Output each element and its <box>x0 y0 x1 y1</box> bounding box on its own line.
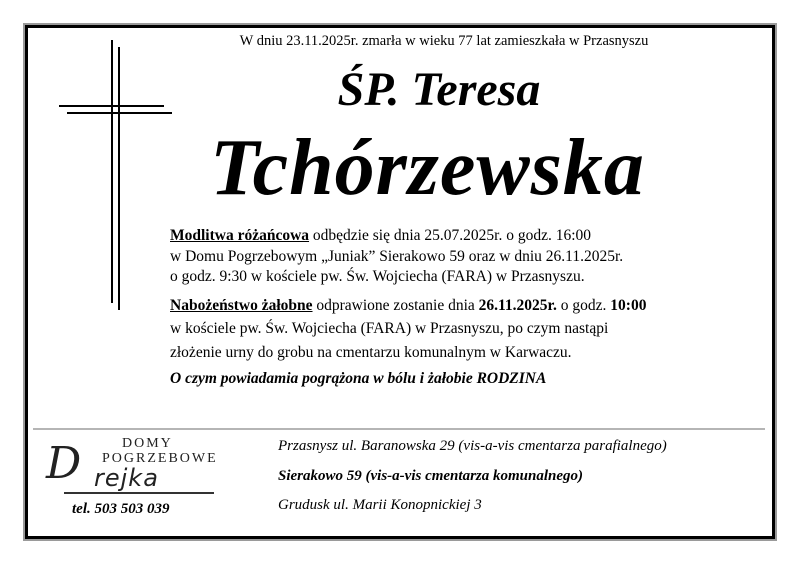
rosary-line-3: o godz. 9:30 w kościele pw. Św. Wojciecha (FARA) w Przasnyszu. <box>170 268 585 285</box>
funeral-label: Nabożeństwo żałobne <box>170 296 313 314</box>
funeral-time: 10:00 <box>610 296 647 314</box>
footer-separator <box>33 428 765 430</box>
funeral-text-2: o godz. <box>556 296 611 314</box>
phone-number: tel. 503 503 039 <box>72 501 170 517</box>
deceased-last-name: Tchórzewska <box>210 124 645 212</box>
funeral-line-1 <box>170 296 750 317</box>
address-sierakowo: Sierakowo 59 (vis-a-vis cmentarza komunalnego) <box>278 468 584 484</box>
logo-initial: D <box>46 438 82 489</box>
funeral-home-logo <box>38 436 218 496</box>
funeral-line-3: złożenie urny do grobu na cmentarzu komunalnym w Karwaczu. <box>170 343 572 361</box>
logo-underline <box>64 492 214 494</box>
logo-line-2: POGRZEBOWE <box>102 451 218 466</box>
rosary-line-2: w Domu Pogrzebowym „Juniak” Sierakowo 59 oraz w dniu 26.11.2025r. <box>170 247 624 265</box>
rosary-label: Modlitwa różańcowa <box>170 227 310 244</box>
address-przasnysz: Przasnysz ul. Baranowska 29 (vis-a-vis cmentarza parafialnego) <box>278 438 667 454</box>
funeral-line-2: w kościele pw. Św. Wojciecha (FARA) w Przasnyszu, po czym nastąpi <box>170 320 609 337</box>
family-closing: O czym powiadamia pogrążona w bólu i żałobie RODZINA <box>170 370 547 387</box>
ceremony-details <box>170 226 750 390</box>
funeral-date: 26.11.2025r. <box>478 296 557 314</box>
logo-line-1: DOMY <box>122 436 173 451</box>
funeral-text: odprawione zostanie dnia <box>312 296 479 314</box>
deceased-first-name: ŚP. Teresa <box>337 63 541 116</box>
address-grudusk: Grudusk ul. Marii Konopnickiej 3 <box>278 497 482 513</box>
rosary-line-1 <box>170 226 750 247</box>
rosary-date-text: odbędzie się dnia 25.07.2025r. o godz. 16:00 <box>309 227 592 244</box>
logo-name: rejka <box>94 464 159 492</box>
death-notice-intro: W dniu 23.11.2025r. zmarła w wieku 77 lat zamieszkała w Przasnyszu <box>239 33 649 49</box>
